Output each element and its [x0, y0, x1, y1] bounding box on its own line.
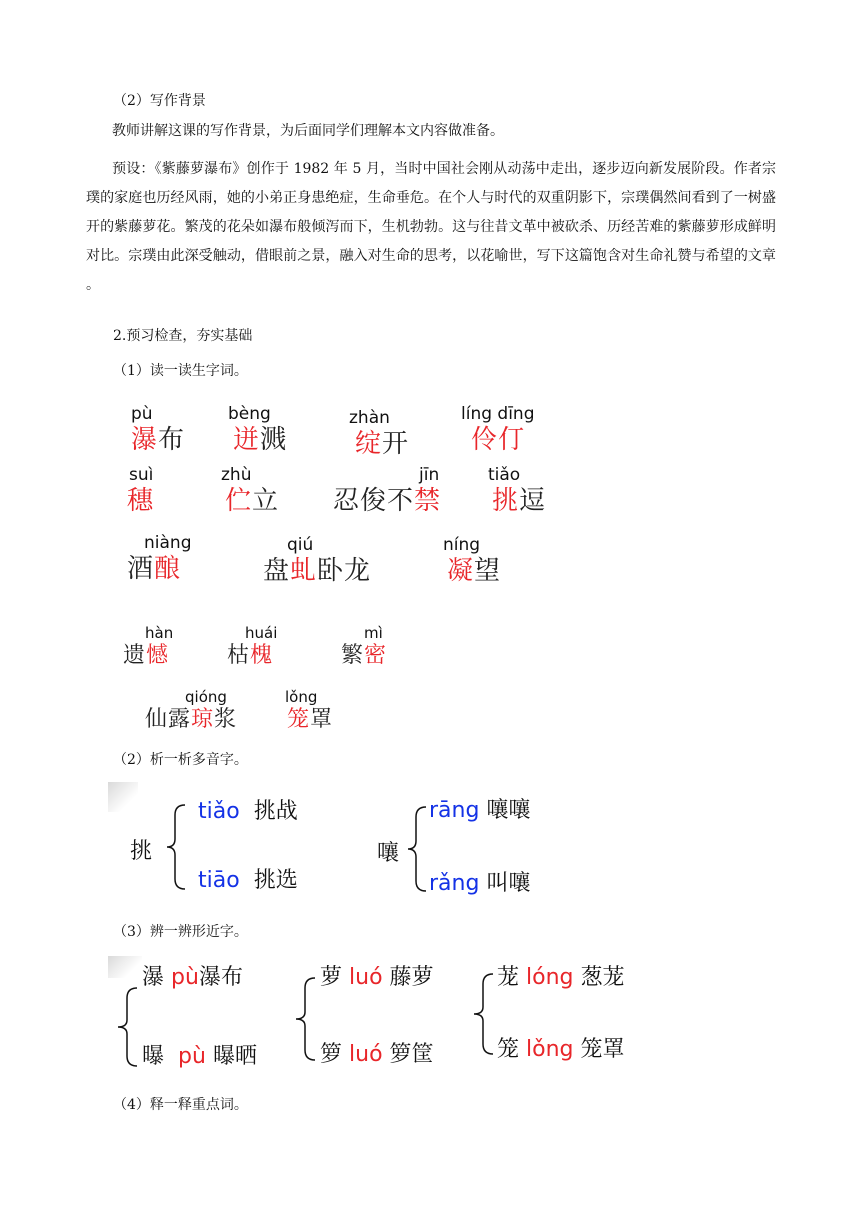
subheading-polyphonic: （2）析一析多音字。 — [113, 752, 248, 768]
poly-reading — [429, 797, 530, 825]
brace-icon — [165, 803, 189, 891]
pre-chars: 盘 — [263, 556, 291, 586]
example-word: 笼罩 — [580, 1037, 625, 1062]
paragraph-preset: 预设：《紫藤萝瀑布》创作于 1982 年 5 月，当时中国社会刚从动荡中走出，逐步迈向新发展阶段。作者宗璞的家庭也历经风雨，她的小弟正身患绝症，生命垂危。在个人与时代的双重阴影下，宗璞偶然间看到了一树盛开的紫藤萝花。繁茂的花朵如瀑布般倾泻而下，生机勃勃。这与往昔文革中被砍杀、历经苦难的紫藤萝形成鲜明对比。宗璞由此深受触动，借眼前之景，融入对生命的思考，以花喻世，写下这篇饱含对生命礼赞与希望的文章 。 — [86, 161, 776, 293]
section-writing-background-title: （2）写作背景 — [113, 93, 206, 109]
char: 瀑 — [142, 965, 165, 990]
pinyin: tiāo — [198, 868, 240, 893]
pinyin: tiǎo — [198, 799, 240, 824]
similar-item — [142, 1043, 257, 1071]
image-corner-shadow — [108, 782, 138, 812]
poly-reading — [198, 867, 298, 895]
pinyin: luó — [349, 1042, 383, 1067]
pinyin: qióng — [185, 688, 227, 706]
rest-chars: 望 — [474, 556, 502, 586]
pinyin: bèng — [228, 404, 271, 424]
char: 萝 — [320, 965, 343, 990]
pinyin: zhàn — [349, 408, 390, 428]
key-char: 虬 — [290, 556, 318, 586]
pinyin: zhù — [221, 465, 252, 485]
poly-reading — [429, 870, 530, 898]
poly-char-rang: 嚷 — [377, 841, 400, 866]
example-word: 箩筐 — [389, 1042, 434, 1067]
pinyin: rāng — [429, 798, 480, 823]
example-word: 挑选 — [253, 868, 298, 893]
pinyin: luó — [349, 965, 383, 990]
key-char: 槐 — [250, 643, 274, 668]
pinyin: huái — [245, 624, 278, 642]
char: 茏 — [497, 965, 520, 990]
example-word: 葱茏 — [580, 965, 625, 990]
pinyin: lǒng — [285, 688, 318, 706]
example-word: 瀑布 — [198, 965, 243, 990]
brace-icon — [406, 805, 430, 893]
key-char: 伶仃 — [471, 425, 526, 455]
pinyin: rǎng — [429, 871, 480, 896]
brace-icon — [471, 972, 495, 1056]
rest-chars: 逗 — [519, 486, 547, 516]
pinyin: níng — [443, 535, 481, 555]
key-char: 酿 — [154, 554, 182, 584]
pre-chars: 忍俊不 — [333, 486, 415, 516]
key-char: 禁 — [414, 486, 442, 516]
pinyin: jīn — [419, 465, 440, 485]
key-char: 绽 — [355, 429, 383, 459]
poly-reading — [198, 798, 298, 826]
paragraph-intro: 教师讲解这课的写作背景，为后面同学们理解本文内容做准备。 — [112, 123, 504, 139]
similar-item — [320, 964, 434, 992]
pinyin: pù — [171, 965, 199, 990]
image-corner-shadow — [108, 956, 142, 978]
heading-preview-check: 2.预习检查，夯实基础 — [113, 328, 253, 344]
rest-chars: 卧龙 — [317, 556, 372, 586]
pinyin: lǒng — [526, 1037, 574, 1062]
example-word: 曝晒 — [212, 1044, 257, 1069]
similar-item — [142, 964, 243, 992]
pre-chars: 酒 — [127, 554, 155, 584]
char: 笼 — [497, 1037, 520, 1062]
rest-chars: 罩 — [310, 707, 334, 732]
pre-chars: 枯 — [227, 643, 251, 668]
subheading-similar-chars: （3）辨一辨形近字。 — [113, 924, 248, 940]
example-word: 挑战 — [253, 799, 298, 824]
char: 箩 — [320, 1042, 343, 1067]
subheading-read-words: （1）读一读生字词。 — [113, 363, 248, 379]
example-word: 嚷嚷 — [486, 798, 531, 823]
key-char: 凝 — [447, 556, 475, 586]
similar-item — [320, 1041, 434, 1069]
key-char: 笼 — [287, 707, 311, 732]
pinyin: niàng — [144, 533, 192, 553]
pre-chars: 繁 — [341, 643, 365, 668]
poly-char-tiao: 挑 — [130, 839, 153, 864]
pinyin: mì — [364, 624, 383, 642]
brace-icon — [115, 986, 139, 1068]
pinyin: pù — [131, 404, 153, 424]
key-char: 伫 — [225, 486, 253, 516]
key-char: 迸 — [233, 425, 261, 455]
pre-chars: 遗 — [123, 643, 147, 668]
pinyin: lóng — [526, 965, 574, 990]
key-char: 琼 — [191, 707, 215, 732]
example-word: 叫嚷 — [486, 871, 531, 896]
pinyin: qiú — [287, 535, 314, 555]
subheading-key-words: （4）释一释重点词。 — [113, 1097, 248, 1113]
example-word: 藤萝 — [389, 965, 434, 990]
brace-icon — [293, 976, 317, 1062]
key-char: 挑 — [492, 486, 520, 516]
rest-chars: 溅 — [260, 425, 288, 455]
pinyin: líng dīng — [461, 404, 535, 424]
key-char: 密 — [364, 643, 388, 668]
pinyin: tiǎo — [488, 465, 521, 485]
pre-chars: 仙露 — [145, 707, 192, 732]
key-char: 憾 — [146, 643, 170, 668]
rest-chars: 布 — [158, 425, 186, 455]
key-char: 穗 — [127, 486, 155, 516]
similar-item — [497, 964, 625, 992]
rest-chars: 立 — [252, 486, 280, 516]
pinyin: suì — [129, 465, 154, 485]
similar-item — [497, 1036, 625, 1064]
rest-chars: 开 — [382, 429, 410, 459]
pinyin: hàn — [145, 624, 174, 642]
char: 曝 — [142, 1044, 165, 1069]
rest-chars: 浆 — [214, 707, 238, 732]
pinyin: pù — [178, 1044, 206, 1069]
key-char: 瀑 — [131, 425, 159, 455]
